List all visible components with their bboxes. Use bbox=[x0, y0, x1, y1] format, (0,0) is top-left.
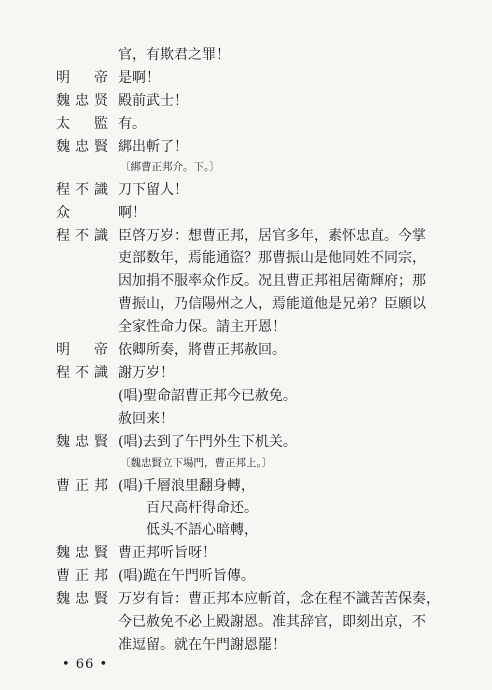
stage-direction bbox=[0, 452, 492, 474]
script-line bbox=[0, 202, 492, 224]
speaker-name: 程不識 bbox=[56, 365, 108, 381]
script-line bbox=[0, 634, 492, 656]
script-line bbox=[0, 475, 492, 497]
script-line bbox=[0, 362, 492, 384]
speaker-name: 太 監 bbox=[56, 116, 108, 132]
dialogue-text: 謝万岁！ bbox=[118, 365, 174, 381]
script-line bbox=[0, 542, 492, 564]
script-line bbox=[0, 44, 492, 66]
speaker-name: 魏忠賢 bbox=[56, 139, 108, 155]
speaker-name: 曹正邦 bbox=[56, 568, 108, 584]
speaker-name: 魏忠賢 bbox=[56, 591, 108, 607]
dialogue-text: 啊！ bbox=[118, 205, 146, 221]
speaker-name: 众 bbox=[56, 205, 70, 221]
speaker-name: 魏忠賢 bbox=[56, 434, 108, 450]
script-line bbox=[0, 316, 492, 338]
speaker-name: 魏忠贤 bbox=[56, 93, 108, 109]
dialogue-text: 是啊！ bbox=[118, 70, 160, 86]
dialogue-text: 刀下留人！ bbox=[118, 182, 188, 198]
speaker-name: 明 帝 bbox=[56, 70, 108, 86]
dialogue-text: 因加捐不服率众作反。况且曹正邦祖居衛輝府；那 bbox=[118, 273, 426, 289]
page-number: • 66 • bbox=[62, 657, 109, 672]
script-line bbox=[0, 408, 492, 430]
script-line bbox=[0, 225, 492, 247]
dialogue-text: 全家性命力保。請主开恩！ bbox=[118, 319, 286, 335]
dialogue-text: (唱)聖命詔曹正邦今已赦免。 bbox=[118, 388, 297, 404]
script-line bbox=[0, 293, 492, 315]
dialogue-text: 准逗留。就在午門謝恩罷！ bbox=[118, 637, 286, 653]
speaker-name: 魏忠賢 bbox=[56, 545, 108, 561]
script-line bbox=[0, 588, 492, 610]
script-line bbox=[0, 247, 492, 269]
dialogue-text: 官，有欺君之罪！ bbox=[118, 47, 230, 63]
speaker-name: 明 帝 bbox=[56, 342, 108, 358]
stage-direction bbox=[0, 156, 492, 178]
dialogue-text: 赦回来！ bbox=[118, 411, 174, 427]
script-line bbox=[0, 611, 492, 633]
script-line bbox=[0, 519, 492, 541]
dialogue-text: 殿前武士！ bbox=[118, 93, 188, 109]
dialogue-text: 臣啓万岁：想曹正邦，居官多年，素怀忠直。今掌 bbox=[118, 228, 426, 244]
script-line bbox=[0, 385, 492, 407]
verse-text: 百尺高杆得命还。 bbox=[146, 500, 258, 516]
script-line bbox=[0, 270, 492, 292]
script-line bbox=[0, 113, 492, 135]
dialogue-text: (唱)跪在午門听旨傳。 bbox=[118, 568, 255, 584]
stage-direction-text: 〔魏忠賢立下場門，曹正邦上。〕 bbox=[120, 457, 273, 469]
dialogue-text: 綁出斬了！ bbox=[118, 139, 188, 155]
script-line bbox=[0, 497, 492, 519]
script-line bbox=[0, 431, 492, 453]
script-line bbox=[0, 339, 492, 361]
script-line bbox=[0, 565, 492, 587]
script-line bbox=[0, 67, 492, 89]
dialogue-text: (唱)去到了午門外生下机关。 bbox=[118, 434, 297, 450]
script-line bbox=[0, 179, 492, 201]
script-line bbox=[0, 136, 492, 158]
speaker-name: 曹正邦 bbox=[56, 478, 108, 494]
script-line bbox=[0, 90, 492, 112]
stage-direction-text: 〔綁曹正邦介。下。〕 bbox=[120, 161, 220, 173]
verse-text: 低头不語心暗轉， bbox=[146, 522, 258, 538]
dialogue-text: 曹正邦听旨呀！ bbox=[118, 545, 216, 561]
dialogue-text: 今已赦免不必上殿謝恩。准其辞官，即刻出京，不 bbox=[118, 614, 426, 630]
speaker-name: 程不識 bbox=[56, 182, 108, 198]
dialogue-text: (唱)千層浪里翻身轉， bbox=[118, 478, 255, 494]
dialogue-text: 万岁有旨：曹正邦本应斬首，念在程不識苦苦保奏， bbox=[118, 591, 440, 607]
dialogue-text: 吏部数年，焉能通盜？那曹振山是他同姓不同宗， bbox=[118, 250, 426, 266]
dialogue-text: 依卿所奏，將曹正邦赦回。 bbox=[118, 342, 286, 358]
speaker-name: 程不識 bbox=[56, 228, 108, 244]
dialogue-text: 曹振山，乃信陽州之人，焉能道他是兄弟？臣願以 bbox=[118, 296, 426, 312]
dialogue-text: 有。 bbox=[118, 116, 146, 132]
